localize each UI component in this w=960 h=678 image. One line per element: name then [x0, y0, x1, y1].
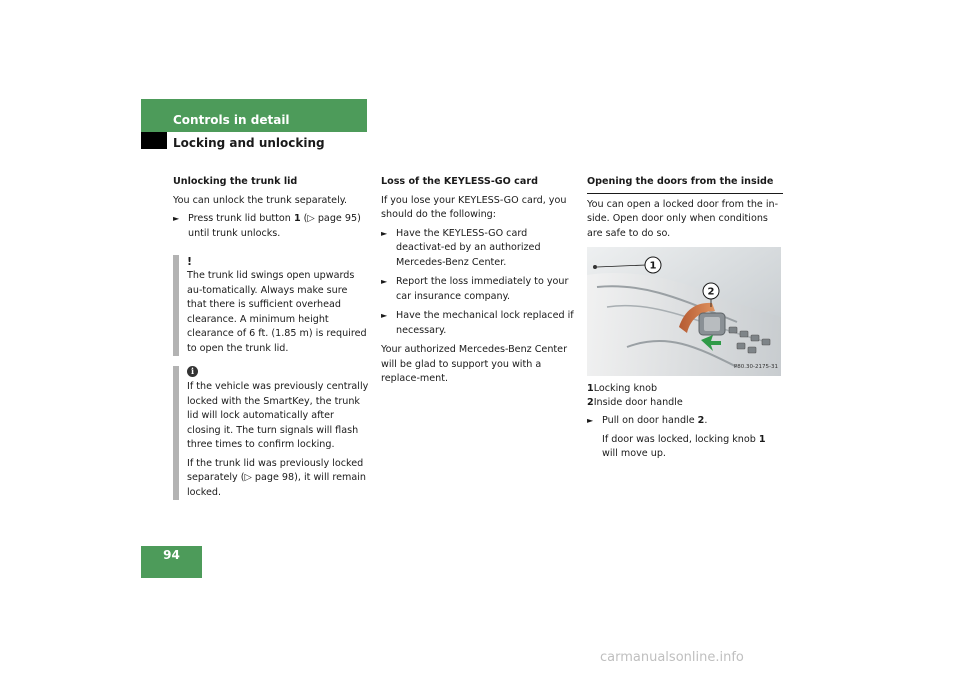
- watermark: carmanualsonline.info: [600, 650, 744, 665]
- arrow-right-icon: ►: [173, 214, 180, 223]
- figure-legend: [587, 382, 783, 410]
- instruction-step: ► Report the loss immediately to your car insurance company.: [381, 276, 569, 302]
- info-text-2: If the trunk lid was previously locked separately (▷ page 98), it will remain locked.: [187, 457, 366, 498]
- note-bar: [173, 366, 179, 500]
- page-number: 94: [163, 548, 180, 562]
- instruction-step: ► Have the mechanical lock replaced if necessary.: [381, 310, 574, 336]
- intro-text: If you lose your KEYLESS-GO card, you should do the following:: [381, 194, 567, 220]
- door-interior-figure: [587, 247, 781, 376]
- section-title: Controls in detail: [173, 113, 290, 127]
- instruction-step: ► Pull on door handle 2. If door was locked, locking knob 1 will move up.: [587, 414, 783, 462]
- arrow-right-icon: ►: [587, 416, 594, 425]
- info-note: [173, 366, 369, 500]
- column-doors-inside: [587, 175, 783, 467]
- instruction-step: ► Press trunk lid button 1 (▷ page 95) until trunk unlocks.: [173, 213, 361, 239]
- figure-code: P80.30-2175-31: [733, 363, 778, 370]
- heading-unlocking-trunk: Unlocking the trunk lid: [173, 176, 298, 187]
- note-bar: [173, 255, 179, 356]
- header-black-tab: [141, 132, 167, 149]
- arrow-right-icon: ►: [381, 311, 388, 320]
- legend-item: 2Inside door handle: [587, 397, 683, 408]
- info-icon: i: [187, 366, 198, 377]
- column-keyless-go: [381, 175, 577, 391]
- callout-2: 2: [707, 286, 715, 298]
- step-note: If door was locked, locking knob 1 will move up.: [602, 433, 766, 459]
- instruction-step: ► Have the KEYLESS-GO card deactivat-ed by an authorized Mercedes-Benz Center.: [381, 227, 541, 268]
- outro-text: Your authorized Mercedes-Benz Center will be glad to support you with a replace-ment.: [381, 344, 568, 384]
- door-illustration: [587, 247, 781, 376]
- heading-keyless-loss: Loss of the KEYLESS-GO card: [381, 176, 538, 187]
- intro-text: You can unlock the trunk separately.: [173, 194, 348, 206]
- warning-icon: !: [187, 255, 193, 268]
- callout-ref: 1: [293, 213, 301, 224]
- arrow-right-icon: ►: [381, 228, 388, 238]
- intro-text: You can open a locked door from the in-side. Open door only when conditions are safe to do so.: [587, 198, 779, 239]
- subsection-title: Locking and unlocking: [173, 136, 325, 150]
- legend-item: 1Locking knob: [587, 383, 658, 394]
- heading-opening-doors: Opening the doors from the inside: [587, 175, 783, 194]
- warning-note: [173, 255, 369, 356]
- info-text-1: If the vehicle was previously centrally locked with the SmartKey, the trunk lid will lock automatically after closing it. The turn signals will flash three times to confirm locking.: [187, 381, 369, 450]
- arrow-right-icon: ►: [381, 277, 388, 286]
- column-trunk-lid: [173, 175, 369, 504]
- warning-text: The trunk lid swings open upwards au-tomatically. Always make sure that there is sufficient overhead clearance. A minimum height clearance of 6 ft. (1.85 m) is required to open the trunk lid.: [187, 270, 367, 354]
- callout-1: 1: [649, 260, 657, 272]
